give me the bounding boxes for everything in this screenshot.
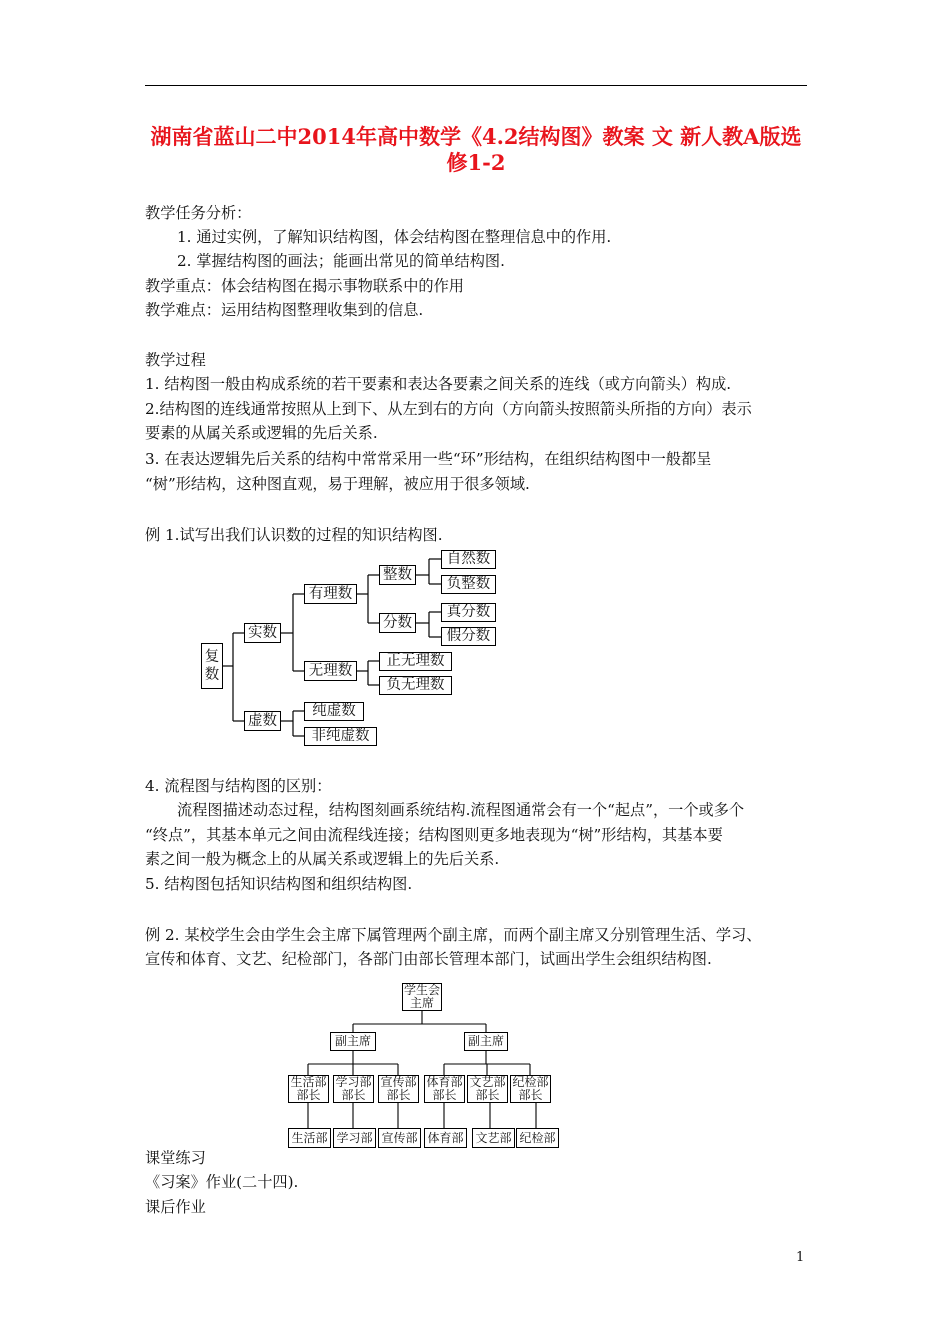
task-heading: 教学任务分析： xyxy=(145,204,252,222)
paragraph-5: 5. 结构图包括知识结构图和组织结构图. xyxy=(145,875,413,893)
node-negative-irrational: 负无理数 xyxy=(379,676,452,695)
org-head-life-line-1: 生活部 xyxy=(290,1075,327,1089)
node-complex-char-2: 数 xyxy=(204,666,220,683)
org-head-discipline-line-1: 纪检部 xyxy=(512,1075,549,1089)
paragraph-2b: 要素的从属关系或逻辑的先后关系. xyxy=(145,424,378,442)
org-head-arts-line-1: 文艺部 xyxy=(469,1075,506,1089)
paragraph-1: 1. 结构图一般由构成系统的若干要素和表达各要素之间关系的连线（或方向箭头）构成. xyxy=(145,375,732,393)
title-line-1: 湖南省蓝山二中2014年高中数学《4.2结构图》教案 文 新人教A版选 xyxy=(150,124,802,149)
example-2a: 例 2. 某校学生会由学生会主席下属管理两个副主席，而两个副主席又分别管理生活、学习、 xyxy=(145,926,762,944)
paragraph-3a: 3. 在表达逻辑先后关系的结构中常常采用一些“环”形结构，在组织结构图中一般都呈 xyxy=(145,450,712,468)
org-dept-sports: 体育部 xyxy=(424,1128,467,1148)
homework-heading: 课后作业 xyxy=(145,1198,206,1216)
example-2b: 宣传和体育、文艺、纪检部门，各部门由部长管理本部门，试画出学生会组织结构图. xyxy=(145,950,712,968)
node-fraction: 分数 xyxy=(379,613,416,633)
org-head-discipline xyxy=(510,1075,551,1103)
node-proper-fraction: 真分数 xyxy=(441,603,496,622)
paragraph-3b: “树”形结构，这种图直观，易于理解，被应用于很多领域. xyxy=(145,475,530,493)
org-chairman-line-2: 主席 xyxy=(409,996,434,1010)
node-improper-fraction: 假分数 xyxy=(441,627,496,646)
org-head-life-line-2: 部长 xyxy=(296,1088,321,1102)
paragraph-4b: “终点”，其基本单元之间由流程线连接；结构图则更多地表现为“树”形结构，其基本要 xyxy=(145,826,723,844)
org-vice-right: 副主席 xyxy=(464,1032,508,1051)
difficulty: 教学难点：运用结构图整理收集到的信息. xyxy=(145,301,424,319)
example-1: 例 1.试写出我们认识数的过程的知识结构图. xyxy=(145,526,443,544)
title-line-2: 修1-2 xyxy=(446,150,506,175)
org-head-arts xyxy=(467,1075,508,1103)
org-chairman xyxy=(402,983,442,1011)
paragraph-2a: 2.结构图的连线通常按照从上到下、从左到右的方向（方向箭头按照箭头所指的方向）表示 xyxy=(145,400,752,418)
org-head-sports-line-2: 部长 xyxy=(432,1088,457,1102)
node-complex-char-1: 复 xyxy=(204,649,220,665)
org-head-publicity-line-2: 部长 xyxy=(386,1088,411,1102)
node-natural: 自然数 xyxy=(441,550,496,569)
node-real: 实数 xyxy=(244,623,281,643)
org-head-life xyxy=(288,1075,329,1103)
paragraph-4c: 素之间一般为概念上的从属关系或逻辑上的先后关系. xyxy=(145,850,500,868)
task-item-2: 2. 掌握结构图的画法；能画出常见的简单结构图. xyxy=(177,252,505,270)
node-imaginary: 虚数 xyxy=(244,711,281,731)
org-head-arts-line-2: 部长 xyxy=(475,1088,500,1102)
task-item-1: 1. 通过实例，了解知识结构图，体会结构图在整理信息中的作用. xyxy=(177,228,612,246)
node-non-pure-imaginary: 非纯虚数 xyxy=(304,727,377,746)
org-head-discipline-line-2: 部长 xyxy=(518,1088,543,1102)
node-positive-irrational: 正无理数 xyxy=(379,652,452,671)
org-head-sports-line-1: 体育部 xyxy=(426,1075,463,1089)
paragraph-4: 4. 流程图与结构图的区别： xyxy=(145,777,332,795)
org-dept-study: 学习部 xyxy=(333,1128,376,1148)
org-vice-left: 副主席 xyxy=(330,1032,376,1051)
key-point: 教学重点：体会结构图在揭示事物联系中的作用 xyxy=(145,277,464,295)
org-head-study xyxy=(333,1075,374,1103)
practice-text: 《习案》作业(二十四). xyxy=(145,1173,299,1191)
org-dept-publicity: 宣传部 xyxy=(378,1128,421,1148)
org-chairman-line-1: 学生会 xyxy=(403,983,440,997)
node-negative-integer: 负整数 xyxy=(441,575,496,594)
org-head-publicity xyxy=(378,1075,419,1103)
org-dept-life: 生活部 xyxy=(288,1128,331,1148)
node-pure-imaginary: 纯虚数 xyxy=(304,702,364,721)
node-rational: 有理数 xyxy=(304,584,357,604)
process-heading: 教学过程 xyxy=(145,351,206,369)
page-number: 1 xyxy=(796,1250,805,1265)
org-head-study-line-2: 部长 xyxy=(341,1088,366,1102)
node-irrational: 无理数 xyxy=(304,661,357,681)
practice-heading: 课堂练习 xyxy=(145,1149,206,1167)
paragraph-4a: 流程图描述动态过程，结构图刻画系统结构.流程图通常会有一个“起点”，一个或多个 xyxy=(177,801,745,819)
org-dept-arts: 文艺部 xyxy=(472,1128,515,1148)
org-head-publicity-line-1: 宣传部 xyxy=(380,1075,417,1089)
node-integer: 整数 xyxy=(379,565,416,585)
org-head-sports xyxy=(424,1075,465,1103)
org-dept-discipline: 纪检部 xyxy=(516,1128,559,1148)
org-head-study-line-1: 学习部 xyxy=(335,1075,372,1089)
